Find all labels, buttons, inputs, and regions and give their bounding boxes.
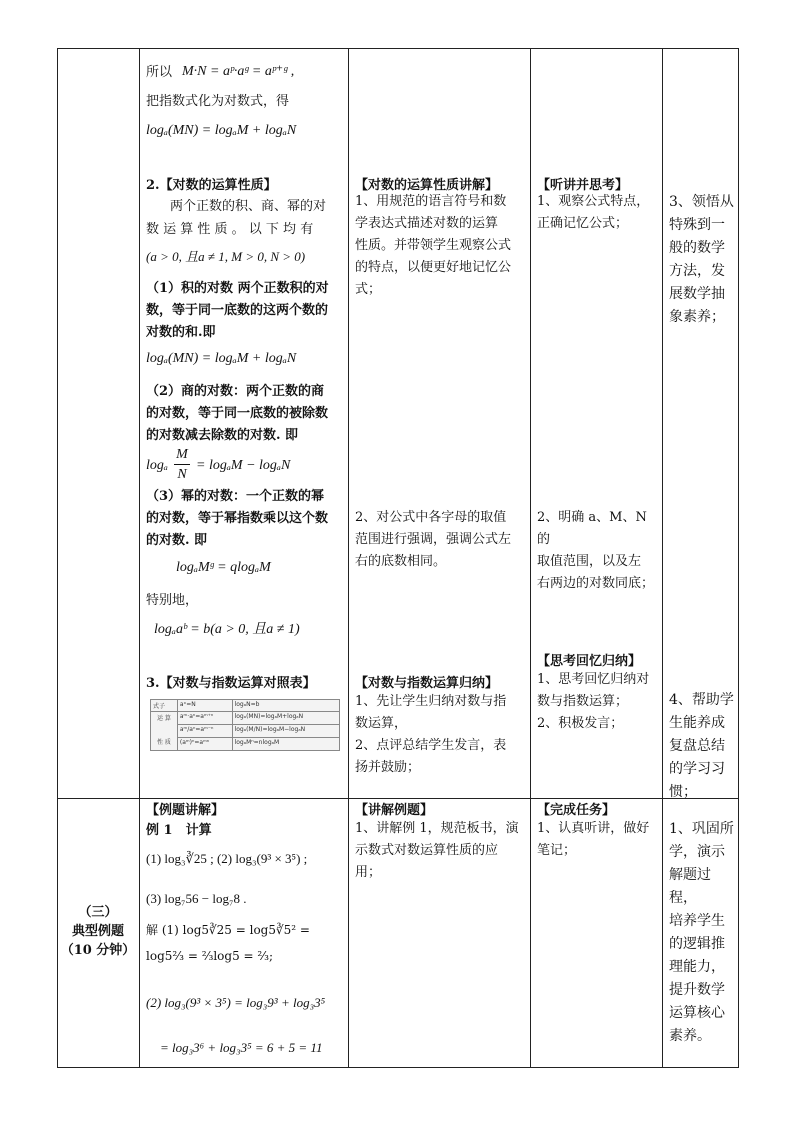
text-line: 性质。并带领学生观察公式 [355, 238, 512, 253]
mini-cell: logₐ(M/N)=logₐM−logₐN [232, 725, 339, 738]
text-line: 2、对公式中各字母的取值 [355, 510, 507, 525]
text-line: 学表达式描述对数的运算 [355, 216, 499, 231]
text-line: 学，演示 [669, 844, 725, 860]
text-line: 1、巩固所 [669, 821, 734, 837]
text-line: 对数的和.即 [146, 325, 216, 340]
content-cell [140, 799, 349, 1068]
mini-cell: (aᵐ)ⁿ=aᵐⁿ [177, 738, 232, 751]
section-title: 【例题讲解】 [146, 803, 225, 818]
text-line: 范围进行强调，强调公式左 [355, 532, 512, 547]
text-line: 理能力， [669, 959, 725, 975]
math-formula: logₐaᵇ = b(a > 0, 且a ≠ 1) [154, 622, 300, 637]
text-line: 的逻辑推 [669, 936, 725, 952]
text-line: 4、帮助学 [669, 692, 734, 708]
table-row [58, 49, 739, 799]
text-line: 用； [355, 865, 382, 880]
section-title: 2.【对数的运算性质】 [146, 178, 277, 193]
text-line: 1、用规范的语言符号和数 [355, 194, 507, 209]
student-text [537, 191, 649, 235]
mini-cell: aᵐ·aⁿ=aᵐ⁺ⁿ [177, 712, 232, 725]
fraction-denominator: N [177, 467, 187, 482]
text-line: 运算核心 [669, 1005, 725, 1021]
table-row [58, 799, 739, 1068]
mini-cell [151, 712, 178, 751]
section-title: 【听讲并思考】 [537, 178, 629, 193]
text-line: 2、明确 a、M、N 的 [537, 510, 647, 547]
intent-text [669, 689, 734, 804]
stage-cell [58, 49, 140, 799]
section-title: 【讲解例题】 [355, 803, 434, 818]
text-line: 1、先让学生归纳对数与指 [355, 694, 507, 709]
text-line: 式； [355, 282, 382, 297]
text-line: （三） [78, 905, 118, 920]
stage-cell [58, 799, 140, 1068]
student-text [537, 669, 649, 735]
text-line: 展数学抽 [669, 286, 725, 302]
text-line: 特别地， [146, 593, 199, 608]
mini-label: 性 质 [156, 739, 171, 746]
mini-cell: aˣ=N [177, 700, 232, 712]
text-line: 2、积极发言； [537, 716, 624, 731]
mini-cell: logₐ(MN)=logₐM+logₐN [232, 712, 339, 725]
student-text [537, 818, 649, 862]
teacher-text [355, 191, 511, 301]
fraction-bar [174, 464, 190, 465]
text-line: 的特点，以便更好地记忆公 [355, 260, 512, 275]
text-line: 解题过程， [669, 867, 711, 906]
text-line: 的对数减去除数的对数. 即 [146, 428, 299, 443]
solution-line: 解 (1) log5∛25 = log5∛5² = [146, 923, 310, 937]
text-line: 的对数. 即 [146, 533, 208, 548]
solution-line: log5⅔ = ⅔log5 = ⅔; [146, 949, 274, 963]
section-title: 【思考回忆归纳】 [537, 654, 642, 669]
text-line: 典型例题 [71, 924, 124, 939]
student-cell [531, 49, 663, 799]
text-line: 把指数式化为对数式，得 [146, 94, 290, 109]
math-formula: (1) log₃∛25 ; (2) log₃(9³ × 3⁵) ; [146, 851, 308, 866]
text-line: 两个正数的积、商、幂的对 [170, 199, 327, 214]
text-line: 1、认真听讲，做好 [537, 821, 650, 836]
mini-cell: aᵐ/aⁿ=aᵐ⁻ⁿ [177, 725, 232, 738]
text-line: （1）积的对数 两个正数积的对 [146, 281, 329, 296]
math-formula: logₐ(MN) = logₐM + logₐN [146, 351, 297, 366]
section-title: 【对数的运算性质讲解】 [355, 178, 499, 193]
comparison-table [150, 699, 340, 751]
text-line: 惯； [669, 784, 697, 800]
text-line: 所以 [146, 65, 173, 80]
text-line: 的学习习 [669, 761, 725, 777]
text-line: 扬并鼓励； [355, 760, 421, 775]
mini-label: 运 算 [156, 715, 171, 722]
student-cell [531, 799, 663, 1068]
text-line: 笔记； [537, 843, 577, 858]
text-line: 数，等于同一底数的这两个数的 [146, 303, 329, 318]
text-line: 提升数学 [669, 982, 725, 998]
text-line: （10 分钟） [60, 943, 136, 958]
text-line: 的对数，等于幂指数乘以这个数 [146, 511, 329, 526]
text-line: 般的数学 [669, 240, 725, 256]
text-line: 示数式对数运算性质的应 [355, 843, 499, 858]
teacher-text [355, 818, 519, 884]
section-title: 【完成任务】 [537, 803, 616, 818]
text-line: 1、观察公式特点， [537, 194, 650, 209]
math-formula: (3) log₇56 − log₇8 . [146, 891, 247, 906]
teacher-cell [349, 799, 531, 1068]
intent-cell [663, 799, 739, 1068]
stage-label [58, 903, 138, 960]
fraction-numerator: M [176, 447, 188, 462]
text-line: 2、点评总结学生发言，表 [355, 738, 507, 753]
math-formula: = log₃3⁶ + log₃3⁵ = 6 + 5 = 11 [160, 1040, 323, 1055]
text-line: 特殊到一 [669, 217, 725, 233]
text-line: 象素养； [669, 309, 725, 325]
math-formula: logₐMᵍ = qlogₐM [176, 560, 271, 575]
example-label: 例 1 计算 [146, 823, 212, 838]
text-line: 取值范围，以及左 [537, 554, 642, 569]
text-line: 生能养成 [669, 715, 725, 731]
math-formula: M·N = aᵖ·aᵍ = aᵖ⁺ᵍ , [182, 64, 295, 79]
text-line: 3、领悟从 [669, 194, 734, 210]
intent-text [669, 191, 734, 329]
text-line: 数与指数运算； [537, 694, 629, 709]
math-formula: = logₐM − logₐN [196, 458, 291, 473]
student-text [537, 507, 662, 595]
intent-cell [663, 49, 739, 799]
lesson-plan-table [57, 48, 739, 1068]
text-line: 数 运 算 性 质 。 以 下 均 有 [146, 222, 314, 237]
text-line: 右的底数相同。 [355, 554, 447, 569]
math-formula: logₐ(MN) = logₐM + logₐN [146, 123, 297, 138]
teacher-text [355, 507, 511, 573]
section-title: 【对数与指数运算归纳】 [355, 676, 499, 691]
text-line: 正确记忆公式； [537, 216, 629, 231]
text-line: 培养学生 [669, 913, 725, 929]
mini-cell: logₐN=b [232, 700, 339, 712]
text-line: 方法，发 [669, 263, 725, 279]
mini-cell: 式子 [151, 700, 178, 712]
math-formula: logₐ [146, 458, 168, 473]
section-title: 3.【对数与指数运算对照表】 [146, 676, 316, 691]
text-line: 素养。 [669, 1028, 711, 1044]
intent-text [669, 818, 738, 1048]
content-cell [140, 49, 349, 799]
text-line: （2）商的对数：两个正数的商 [146, 384, 325, 399]
math-formula: (a > 0, 且a ≠ 1, M > 0, N > 0) [146, 249, 306, 264]
text-line: 1、思考回忆归纳对 [537, 672, 650, 687]
text-line: 数运算， [355, 716, 408, 731]
math-formula: (2) log₃(9³ × 3⁵) = log₃9³ + log₃3⁵ [146, 995, 326, 1010]
teacher-text [355, 691, 506, 779]
text-line: 的对数，等于同一底数的被除数 [146, 406, 329, 421]
text-line: （3）幂的对数：一个正数的幂 [146, 489, 325, 504]
text-line: 1、讲解例 1，规范板书，演 [355, 821, 519, 836]
text-line: 右两边的对数同底； [537, 576, 655, 591]
teacher-cell [349, 49, 531, 799]
text-line: 复盘总结 [669, 738, 725, 754]
mini-cell: logₐMⁿ=nlogₐM [232, 738, 339, 751]
